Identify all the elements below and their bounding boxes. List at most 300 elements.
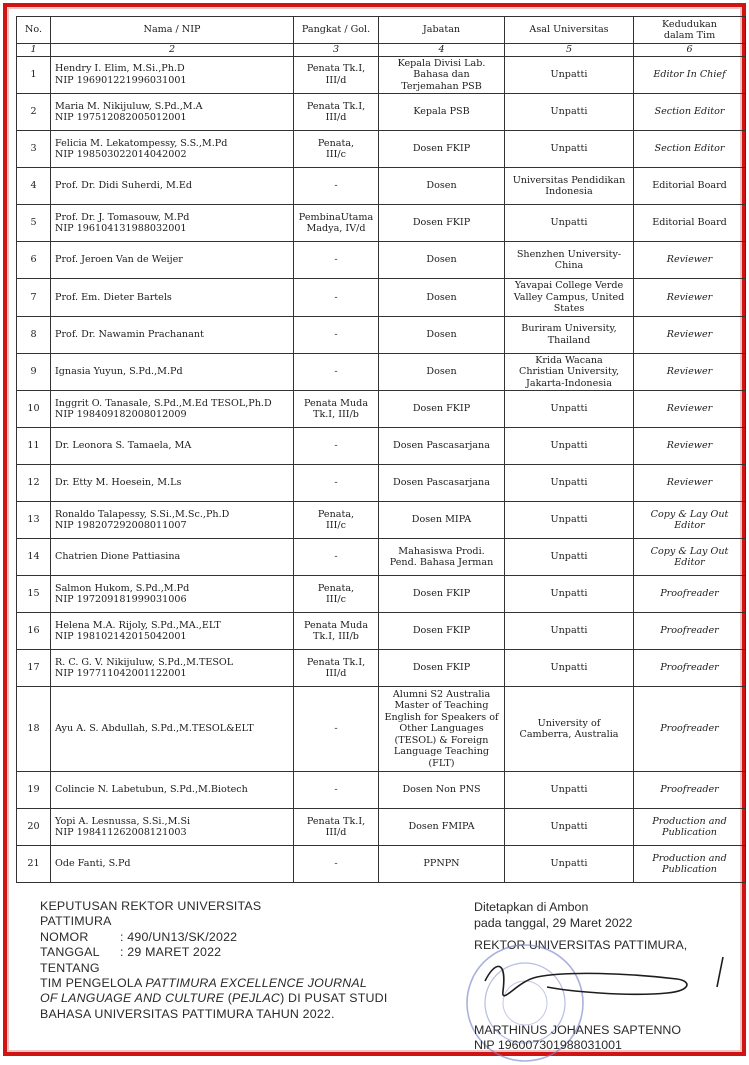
person-name: Ode Fanti, S.Pd xyxy=(55,858,131,870)
index-cell: 5 xyxy=(505,44,634,57)
table-row xyxy=(17,650,746,687)
position-line: Dosen Pascasarjana xyxy=(393,440,490,452)
journal-abbr: PEJLAC xyxy=(232,991,281,1006)
person-nip: NIP 198102142015042001 xyxy=(55,631,187,642)
decree-line-2: PATTIMURA xyxy=(40,914,112,929)
index-cell: 3 xyxy=(294,44,379,57)
table-row xyxy=(17,242,746,279)
position-line: Dosen xyxy=(426,254,457,266)
role-cell xyxy=(634,131,746,168)
table-row xyxy=(17,502,746,539)
row-number: 12 xyxy=(27,477,40,489)
position-line: PPNPN xyxy=(423,858,460,870)
team-table xyxy=(16,16,746,883)
person-nip: NIP 198409182008012009 xyxy=(55,409,187,420)
rank-cell xyxy=(294,576,379,613)
paren-close: ) xyxy=(280,991,285,1006)
rank-cell xyxy=(294,316,379,353)
university-line: Unpatti xyxy=(550,858,588,870)
position-line: Language Teaching xyxy=(393,746,490,758)
row-number-cell xyxy=(17,391,51,428)
university-line: Universitas Pendidikan xyxy=(512,174,626,186)
table-row xyxy=(17,846,746,883)
table-row xyxy=(17,428,746,465)
rank-line: PembinaUtama xyxy=(298,211,374,223)
table-row xyxy=(17,56,746,94)
signer-name: MARTHINUS JOHANES SAPTENNO xyxy=(474,1023,681,1037)
rank-line: III/c xyxy=(326,594,346,605)
position-cell xyxy=(379,316,505,353)
table-body xyxy=(17,56,746,883)
table-row xyxy=(17,205,746,242)
position-line: Kepala PSB xyxy=(413,106,470,118)
university-cell xyxy=(505,465,634,502)
position-cell xyxy=(379,242,505,279)
table-row xyxy=(17,809,746,846)
role-line: Copy & Lay Out xyxy=(650,545,729,557)
rank-cell xyxy=(294,772,379,809)
person-name: Hendry I. Elim, M.Si.,Ph.D xyxy=(55,63,185,75)
row-number: 2 xyxy=(30,106,37,118)
rank-line: - xyxy=(334,291,338,303)
handwritten-signature xyxy=(477,951,727,1011)
table-header-row xyxy=(17,17,746,44)
university-line: Unpatti xyxy=(550,403,588,415)
person-nip: NIP 197209181999031006 xyxy=(55,594,187,605)
name-cell xyxy=(51,316,294,353)
position-line: Dosen FKIP xyxy=(412,588,471,600)
rank-line: III/c xyxy=(326,149,346,160)
table-row xyxy=(17,613,746,650)
person-name: Inggrit O. Tanasale, S.Pd.,M.Ed TESOL,Ph.D xyxy=(55,397,272,409)
position-line: Dosen Non PNS xyxy=(402,784,481,796)
person-name: Maria M. Nikijuluw, S.Pd.,M.A xyxy=(55,100,203,112)
person-name: Chatrien Dione Pattiasina xyxy=(55,551,181,563)
university-line: Unpatti xyxy=(550,440,588,452)
position-cell xyxy=(379,846,505,883)
nomor-value: : 490/UN13/SK/2022 xyxy=(120,929,238,944)
role-line: Proofreader xyxy=(660,662,719,674)
row-number-cell xyxy=(17,205,51,242)
university-line: University of xyxy=(537,717,601,729)
rank-line: Penata Muda xyxy=(303,619,369,631)
name-cell xyxy=(51,809,294,846)
role-line: Reviewer xyxy=(666,254,713,266)
name-cell xyxy=(51,168,294,205)
header-name: Nama / NIP xyxy=(51,17,294,44)
position-cell xyxy=(379,502,505,539)
role-line: Publication xyxy=(662,864,717,875)
position-cell xyxy=(379,131,505,168)
role-line: Production and xyxy=(652,852,727,864)
decree-footer xyxy=(7,883,749,1063)
row-number-cell xyxy=(17,687,51,772)
row-number: 15 xyxy=(27,588,40,600)
row-number-cell xyxy=(17,576,51,613)
position-cell xyxy=(379,809,505,846)
role-line: Editor In Chief xyxy=(653,69,726,80)
name-cell xyxy=(51,465,294,502)
university-line: Unpatti xyxy=(550,69,588,80)
university-cell xyxy=(505,353,634,391)
university-cell xyxy=(505,650,634,687)
row-number-cell xyxy=(17,353,51,391)
university-cell xyxy=(505,539,634,576)
row-number: 5 xyxy=(30,217,37,229)
position-line: Dosen xyxy=(426,328,457,340)
role-line: Section Editor xyxy=(654,143,725,155)
rank-cell xyxy=(294,502,379,539)
row-number-cell xyxy=(17,279,51,317)
role-cell xyxy=(634,846,746,883)
person-name: Felicia M. Lekatompessy, S.S.,M.Pd xyxy=(55,137,228,149)
role-line: Editorial Board xyxy=(652,180,727,192)
rank-line: Penata Tk.I, xyxy=(306,100,366,112)
role-cell xyxy=(634,428,746,465)
row-number: 21 xyxy=(27,858,40,870)
rank-line: - xyxy=(334,180,338,192)
person-nip: NIP 197512082005012001 xyxy=(55,112,187,123)
index-cell: 1 xyxy=(17,44,51,57)
university-cell xyxy=(505,316,634,353)
role-line: Proofreader xyxy=(660,588,719,600)
name-cell xyxy=(51,539,294,576)
index-cell: 4 xyxy=(379,44,505,57)
university-cell xyxy=(505,428,634,465)
person-nip: NIP 198503022014042002 xyxy=(55,149,187,160)
university-line: Camberra, Australia xyxy=(519,729,619,740)
row-number-cell xyxy=(17,94,51,131)
position-line: Dosen MIPA xyxy=(411,514,472,526)
position-line: Dosen xyxy=(426,366,457,377)
decree-subject-3: BAHASA UNIVERSITAS PATTIMURA TAHUN 2022. xyxy=(40,1006,335,1021)
university-cell xyxy=(505,168,634,205)
university-line: China xyxy=(554,260,584,271)
row-number: 19 xyxy=(27,784,40,796)
position-cell xyxy=(379,687,505,772)
role-cell xyxy=(634,502,746,539)
university-line: Buriram University, xyxy=(521,323,617,334)
position-cell xyxy=(379,94,505,131)
university-cell xyxy=(505,279,634,317)
rank-cell xyxy=(294,428,379,465)
table-row xyxy=(17,353,746,391)
table-row xyxy=(17,465,746,502)
decree-reference xyxy=(40,899,450,1022)
role-cell xyxy=(634,809,746,846)
university-cell xyxy=(505,205,634,242)
tanggal-value: : 29 MARET 2022 xyxy=(120,945,222,960)
row-number: 4 xyxy=(30,180,37,192)
person-name: R. C. G. V. Nikijuluw, S.Pd.,M.TESOL xyxy=(55,656,234,668)
university-line: Valley Campus, United xyxy=(513,291,625,303)
rank-cell xyxy=(294,539,379,576)
role-cell xyxy=(634,316,746,353)
university-line: Unpatti xyxy=(550,821,588,833)
name-cell xyxy=(51,94,294,131)
role-line: Reviewer xyxy=(666,291,713,303)
name-cell xyxy=(51,846,294,883)
position-line: Dosen xyxy=(426,291,457,303)
rank-line: III/d xyxy=(325,112,347,123)
rank-line: - xyxy=(334,254,338,266)
role-line: Publication xyxy=(662,827,717,838)
university-cell xyxy=(505,613,634,650)
role-cell xyxy=(634,242,746,279)
university-cell xyxy=(505,131,634,168)
person-name: Dr. Leonora S. Tamaela, MA xyxy=(55,440,192,452)
university-cell xyxy=(505,391,634,428)
row-number: 3 xyxy=(30,143,37,155)
name-cell xyxy=(51,687,294,772)
university-line: Unpatti xyxy=(550,784,588,796)
person-name: Ronaldo Talapessy, S.Si.,M.Sc.,Ph.D xyxy=(55,508,230,520)
rank-line: III/d xyxy=(325,668,347,679)
university-line: States xyxy=(553,303,585,314)
university-line: Thailand xyxy=(547,334,591,346)
rank-cell xyxy=(294,846,379,883)
row-number: 8 xyxy=(30,328,37,340)
table-row xyxy=(17,539,746,576)
person-name: Dr. Etty M. Hoesein, M.Ls xyxy=(55,477,182,489)
decree-line-1: KEPUTUSAN REKTOR UNIVERSITAS xyxy=(40,899,262,913)
rank-cell xyxy=(294,56,379,94)
row-number-cell xyxy=(17,428,51,465)
signed-place: Ditetapkan di Ambon xyxy=(474,900,589,914)
person-name: Prof. Dr. Didi Suherdi, M.Ed xyxy=(55,180,192,192)
university-line: Unpatti xyxy=(550,625,588,637)
rank-line: - xyxy=(334,440,338,452)
position-cell xyxy=(379,539,505,576)
university-cell xyxy=(505,846,634,883)
name-cell xyxy=(51,279,294,317)
rank-line: Penata, xyxy=(317,137,355,149)
university-line: Unpatti xyxy=(550,143,588,155)
rank-cell xyxy=(294,242,379,279)
position-line: Dosen FKIP xyxy=(412,662,471,674)
university-line: Yavapai College Verde xyxy=(514,280,624,291)
rank-line: - xyxy=(334,328,338,340)
university-cell xyxy=(505,687,634,772)
university-cell xyxy=(505,576,634,613)
position-cell xyxy=(379,205,505,242)
rank-line: III/d xyxy=(325,827,347,838)
university-line: Krida Wacana xyxy=(535,354,603,366)
rank-line: Madya, IV/d xyxy=(306,223,366,234)
role-cell xyxy=(634,465,746,502)
name-cell xyxy=(51,131,294,168)
rank-cell xyxy=(294,205,379,242)
rank-cell xyxy=(294,465,379,502)
rank-cell xyxy=(294,613,379,650)
position-cell xyxy=(379,576,505,613)
row-number: 7 xyxy=(30,291,37,303)
row-number-cell xyxy=(17,613,51,650)
position-cell xyxy=(379,279,505,317)
journal-name-1: PATTIMURA EXCELLENCE JOURNAL xyxy=(145,976,367,991)
rank-line: - xyxy=(334,858,338,870)
position-line: English for Speakers of xyxy=(384,711,499,723)
role-line: Proofreader xyxy=(660,784,719,796)
signer-title: REKTOR UNIVERSITAS PATTIMURA, xyxy=(474,938,688,952)
row-number-cell xyxy=(17,502,51,539)
document-frame xyxy=(3,3,746,1056)
rank-line: III/d xyxy=(325,74,347,86)
row-number-cell xyxy=(17,809,51,846)
rank-line: Penata Tk.I, xyxy=(306,63,366,75)
person-name: Ignasia Yuyun, S.Pd.,M.Pd xyxy=(55,366,183,377)
name-cell xyxy=(51,650,294,687)
rank-cell xyxy=(294,279,379,317)
row-number: 9 xyxy=(30,366,37,377)
row-number: 20 xyxy=(27,821,40,833)
person-name: Helena M.A. Rijoly, S.Pd.,MA.,ELT xyxy=(55,619,221,631)
row-number: 11 xyxy=(27,440,40,452)
role-cell xyxy=(634,687,746,772)
role-line: Reviewer xyxy=(666,440,713,452)
name-cell xyxy=(51,242,294,279)
table-row xyxy=(17,94,746,131)
position-line: Dosen xyxy=(426,180,457,192)
role-cell xyxy=(634,650,746,687)
table-row xyxy=(17,687,746,772)
position-cell xyxy=(379,168,505,205)
person-name: Salmon Hukom, S.Pd.,M.Pd xyxy=(55,582,190,594)
role-cell xyxy=(634,539,746,576)
position-line: Dosen FKIP xyxy=(412,403,471,415)
rank-cell xyxy=(294,353,379,391)
position-line: Terjemahan PSB xyxy=(401,80,482,92)
name-cell xyxy=(51,56,294,94)
role-cell xyxy=(634,94,746,131)
person-nip: NIP 198207292008011007 xyxy=(55,520,187,531)
table-row xyxy=(17,279,746,317)
journal-name-2: OF LANGUAGE AND CULTURE xyxy=(40,991,225,1006)
rank-line: - xyxy=(334,723,338,735)
university-line: Unpatti xyxy=(550,106,588,118)
role-line: Section Editor xyxy=(654,106,725,118)
table-row xyxy=(17,168,746,205)
name-cell xyxy=(51,428,294,465)
person-name: Prof. Jeroen Van de Weijer xyxy=(55,254,183,266)
role-cell xyxy=(634,279,746,317)
rank-line: Tk.I, III/b xyxy=(313,409,359,420)
role-line: Reviewer xyxy=(666,403,713,415)
row-number: 16 xyxy=(27,625,40,637)
row-number-cell xyxy=(17,650,51,687)
position-line: (TESOL) & Foreign xyxy=(394,734,489,746)
tim-suffix: DI PUSAT STUDI xyxy=(284,991,388,1006)
row-number-cell xyxy=(17,168,51,205)
decree-number xyxy=(40,930,450,945)
name-cell xyxy=(51,502,294,539)
position-line: (FLT) xyxy=(428,757,455,769)
role-cell xyxy=(634,205,746,242)
role-line: Editorial Board xyxy=(652,217,727,229)
person-name: Colincie N. Labetubun, S.Pd.,M.Biotech xyxy=(55,784,248,796)
university-cell xyxy=(505,809,634,846)
position-cell xyxy=(379,391,505,428)
nomor-label: NOMOR xyxy=(40,929,89,944)
rank-cell xyxy=(294,687,379,772)
row-number: 13 xyxy=(27,514,40,526)
decree-tentang: TENTANG xyxy=(40,960,100,975)
university-cell xyxy=(505,772,634,809)
person-nip: NIP 197711042001122001 xyxy=(55,668,187,679)
position-line: Alumni S2 Australia xyxy=(392,688,491,700)
paren-open: ( xyxy=(224,991,233,1006)
position-cell xyxy=(379,613,505,650)
rank-cell xyxy=(294,650,379,687)
person-nip: NIP 198411262008121003 xyxy=(55,827,187,838)
position-cell xyxy=(379,465,505,502)
person-name: Ayu A. S. Abdullah, S.Pd.,M.TESOL&ELT xyxy=(55,723,254,735)
header-role-line2: dalam Tim xyxy=(663,30,716,41)
role-line: Proofreader xyxy=(660,723,719,735)
row-number: 17 xyxy=(27,662,40,674)
position-cell xyxy=(379,772,505,809)
rank-cell xyxy=(294,391,379,428)
position-line: Dosen FMIPA xyxy=(408,821,475,833)
row-number-cell xyxy=(17,539,51,576)
position-line: Dosen Pascasarjana xyxy=(393,477,490,489)
university-cell xyxy=(505,94,634,131)
role-line: Reviewer xyxy=(666,477,713,489)
role-line: Proofreader xyxy=(660,625,719,637)
rank-line: Penata, xyxy=(317,508,355,520)
table-row xyxy=(17,772,746,809)
university-line: Jakarta-Indonesia xyxy=(526,377,612,389)
role-line: Production and xyxy=(652,815,727,827)
row-number-cell xyxy=(17,772,51,809)
rank-line: - xyxy=(334,784,338,796)
rank-line: - xyxy=(334,366,338,377)
role-cell xyxy=(634,576,746,613)
rank-cell xyxy=(294,131,379,168)
university-line: Unpatti xyxy=(550,514,588,526)
row-number: 10 xyxy=(27,403,40,415)
table-row xyxy=(17,391,746,428)
header-university: Asal Universitas xyxy=(505,17,634,44)
row-number: 18 xyxy=(27,723,40,735)
rank-line: III/c xyxy=(326,520,346,531)
name-cell xyxy=(51,353,294,391)
decree-date xyxy=(40,945,450,960)
university-cell xyxy=(505,502,634,539)
rank-line: Penata, xyxy=(317,582,355,594)
row-number-cell xyxy=(17,131,51,168)
name-cell xyxy=(51,576,294,613)
table-row xyxy=(17,316,746,353)
position-line: Master of Teaching xyxy=(394,700,489,712)
header-position: Jabatan xyxy=(379,17,505,44)
row-number-cell xyxy=(17,56,51,94)
role-line: Reviewer xyxy=(666,328,713,340)
position-line: Kepala Divisi Lab. xyxy=(397,57,486,69)
position-line: Mahasiswa Prodi. xyxy=(398,545,485,557)
header-role xyxy=(634,17,746,44)
rank-line: - xyxy=(334,551,338,563)
role-line: Editor xyxy=(674,557,705,568)
header-rank: Pangkat / Gol. xyxy=(294,17,379,44)
table-row xyxy=(17,576,746,613)
signed-date: pada tanggal, 29 Maret 2022 xyxy=(474,916,633,930)
name-cell xyxy=(51,205,294,242)
university-line: Unpatti xyxy=(550,477,588,489)
row-number-cell xyxy=(17,242,51,279)
role-cell xyxy=(634,391,746,428)
role-cell xyxy=(634,772,746,809)
